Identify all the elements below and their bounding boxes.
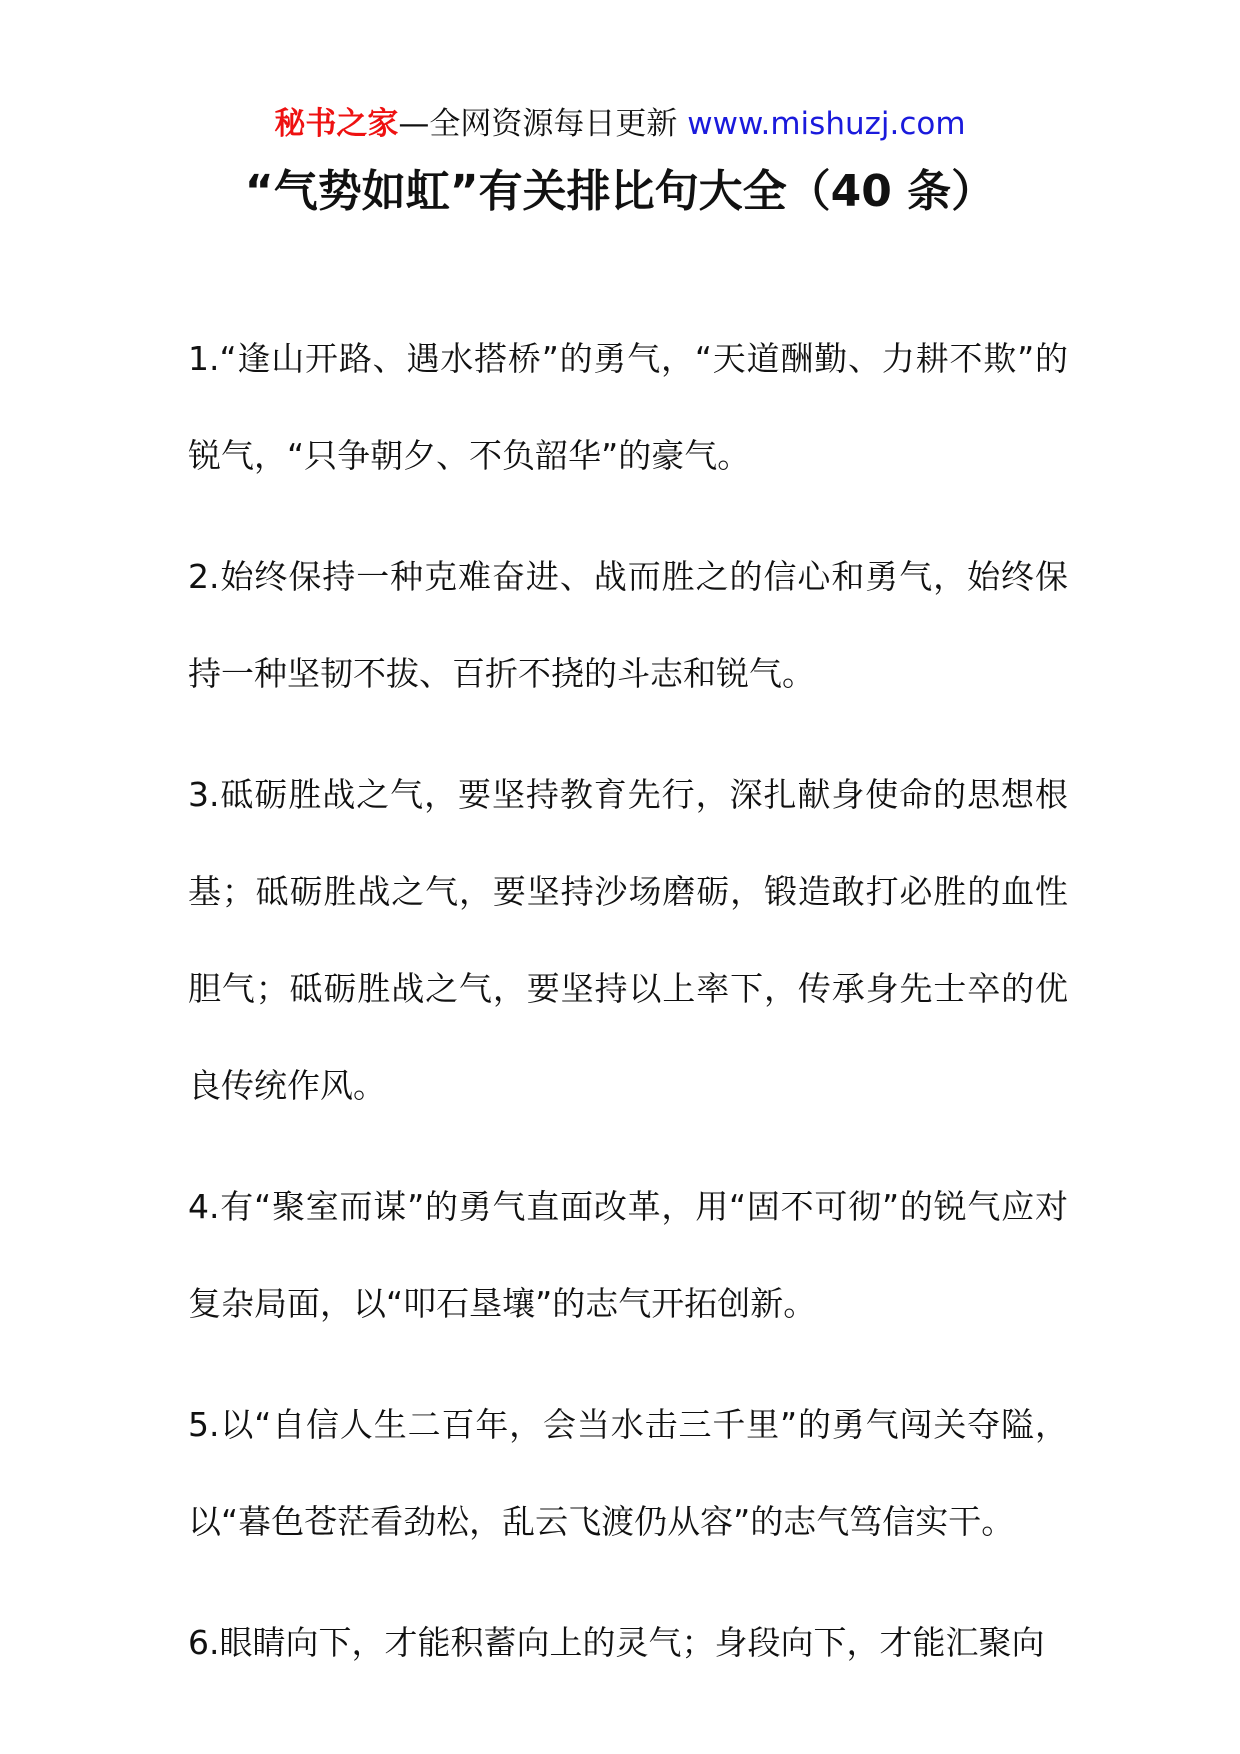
site-header [0, 102, 1240, 146]
item-number: 2. [188, 557, 220, 596]
item-text: 有“聚室而谋”的勇气直面改革，用“固不可彻”的锐气应对复杂局面，以“叩石垦壤”的志气开拓创新。 [188, 1187, 1068, 1323]
item-number: 5. [188, 1405, 220, 1444]
document-title: “气势如虹”有关排比句大全（40 条） [244, 166, 996, 217]
item-text: 砥砺胜战之气，要坚持教育先行，深扎献身使命的思想根基；砥砺胜战之气，要坚持沙场磨砺，锻造敢打必胜的血性胆气；砥砺胜战之气，要坚持以上率下，传承身先士卒的优良传统作风。 [188, 775, 1068, 1105]
list-item [188, 310, 1068, 504]
list-item [188, 1594, 1068, 1691]
list-item [188, 1376, 1068, 1570]
sentence-list [188, 340, 1068, 1715]
item-text: 始终保持一种克难奋进、战而胜之的信心和勇气，始终保持一种坚韧不拔、百折不挠的斗志和锐气。 [188, 557, 1068, 693]
list-item [188, 746, 1068, 1134]
site-url-link[interactable]: www.mishuzj.com [687, 106, 966, 142]
site-slogan: —全网资源每日更新 [398, 106, 678, 142]
item-number: 4. [188, 1187, 220, 1226]
item-number: 3. [188, 775, 220, 814]
item-number: 6. [188, 1623, 220, 1662]
item-number: 1. [188, 339, 220, 378]
item-text: 眼睛向下，才能积蓄向上的灵气；身段向下，才能汇聚向 [219, 1623, 1045, 1662]
list-item [188, 528, 1068, 722]
site-brand: 秘书之家 [274, 106, 399, 142]
list-item [188, 1158, 1068, 1352]
item-text: 以“自信人生二百年，会当水击三千里”的勇气闯关夺隘，以“暮色苍茫看劲松，乱云飞渡仍从容”的志气笃信实干。 [188, 1405, 1068, 1541]
item-text: “逢山开路、遇水搭桥”的勇气，“天道酬勤、力耕不欺”的锐气，“只争朝夕、不负韶华”的豪气。 [188, 339, 1068, 475]
